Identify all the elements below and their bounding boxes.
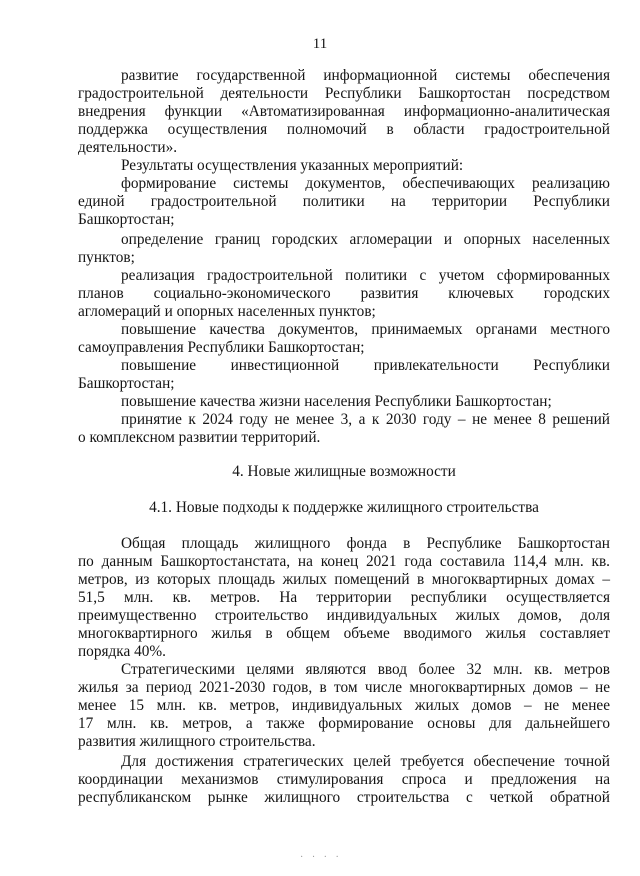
text-line: градостроительной деятельности Республики Башкортостан посредством: [78, 85, 610, 102]
text-line: самоуправления Республики Башкортостан;: [78, 339, 365, 356]
text-line: деятельности».: [78, 139, 178, 156]
text-line: порядка 40%.: [78, 643, 166, 660]
text-line: Башкортостан;: [78, 375, 175, 392]
text-line: развитие государственной информационной системы обеспечения: [121, 67, 610, 84]
text-line: повышение инвестиционной привлекательности Республики: [121, 357, 610, 374]
text-line: агломераций и опорных населенных пунктов;: [78, 303, 376, 320]
text-line: республиканском рынке жилищного строительства с четкой обратной: [78, 789, 610, 806]
text-line: Башкортостан;: [78, 211, 175, 228]
text-line: формирование системы документов, обеспечивающих реализацию: [121, 175, 610, 192]
text-line: 51,5 млн. кв. метров. На территории республики осуществляется: [78, 589, 610, 606]
text-line: по данным Башкортостанстата, на конец 2021 года составила 114,4 млн. кв.: [78, 553, 610, 570]
text-line: единой градостроительной политики на территории Республики: [78, 193, 610, 210]
text-line: Для достижения стратегических целей требуется обеспечение точной: [121, 753, 610, 770]
page-number: 11: [312, 36, 328, 52]
text-line: реализация градостроительной политики с учетом сформированных: [121, 267, 610, 284]
text-line: Результаты осуществления указанных мероприятий:: [121, 157, 464, 174]
text-line: о комплексном развитии территорий.: [78, 429, 321, 446]
text-line: преимущественно строительство индивидуальных жилых домов, доля: [78, 607, 610, 624]
text-line: планов социально-экономического развития ключевых городских: [78, 285, 610, 302]
text-line: Стратегическими целями являются ввод более 32 млн. кв. метров: [121, 661, 610, 678]
text-line: жилья за период 2021-2030 годов, в том числе многоквартирных домов – не: [78, 679, 610, 696]
text-line: внедрения функции «Автоматизированная информационно-аналитическая: [78, 103, 610, 120]
subsection-heading: 4.1. Новые подходы к поддержке жилищного строительства: [149, 499, 539, 516]
text-line: метров, из которых площадь жилых помещений в многоквартирных домах –: [78, 571, 610, 588]
text-line: менее 15 млн. кв. метров, индивидуальных жилых домов – не менее: [78, 697, 610, 714]
text-line: принятие к 2024 году не менее 3, а к 2030 году – не менее 8 решений: [121, 411, 610, 428]
text-line: координации механизмов стимулирования спроса и предложения на: [78, 771, 610, 788]
text-line: определение границ городских агломерации и опорных населенных: [121, 231, 610, 248]
text-line: многоквартирного жилья в общем объеме вводимого жилья составляет: [78, 625, 610, 642]
text-line: пунктов;: [78, 249, 135, 266]
text-line: повышение качества документов, принимаемых органами местного: [121, 321, 610, 338]
text-line: Общая площадь жилищного фонда в Республике Башкортостан: [121, 535, 610, 552]
scan-marks: · · · ·: [300, 852, 342, 863]
text-line: развития жилищного строительства.: [78, 733, 316, 750]
section-heading: 4. Новые жилищные возможности: [232, 463, 456, 480]
text-line: повышение качества жизни населения Республики Башкортостан;: [121, 393, 552, 410]
text-line: поддержка осуществления полномочий в области градостроительной: [78, 121, 610, 138]
text-line: 17 млн. кв. метров, а также формирование основы для дальнейшего: [78, 715, 610, 732]
